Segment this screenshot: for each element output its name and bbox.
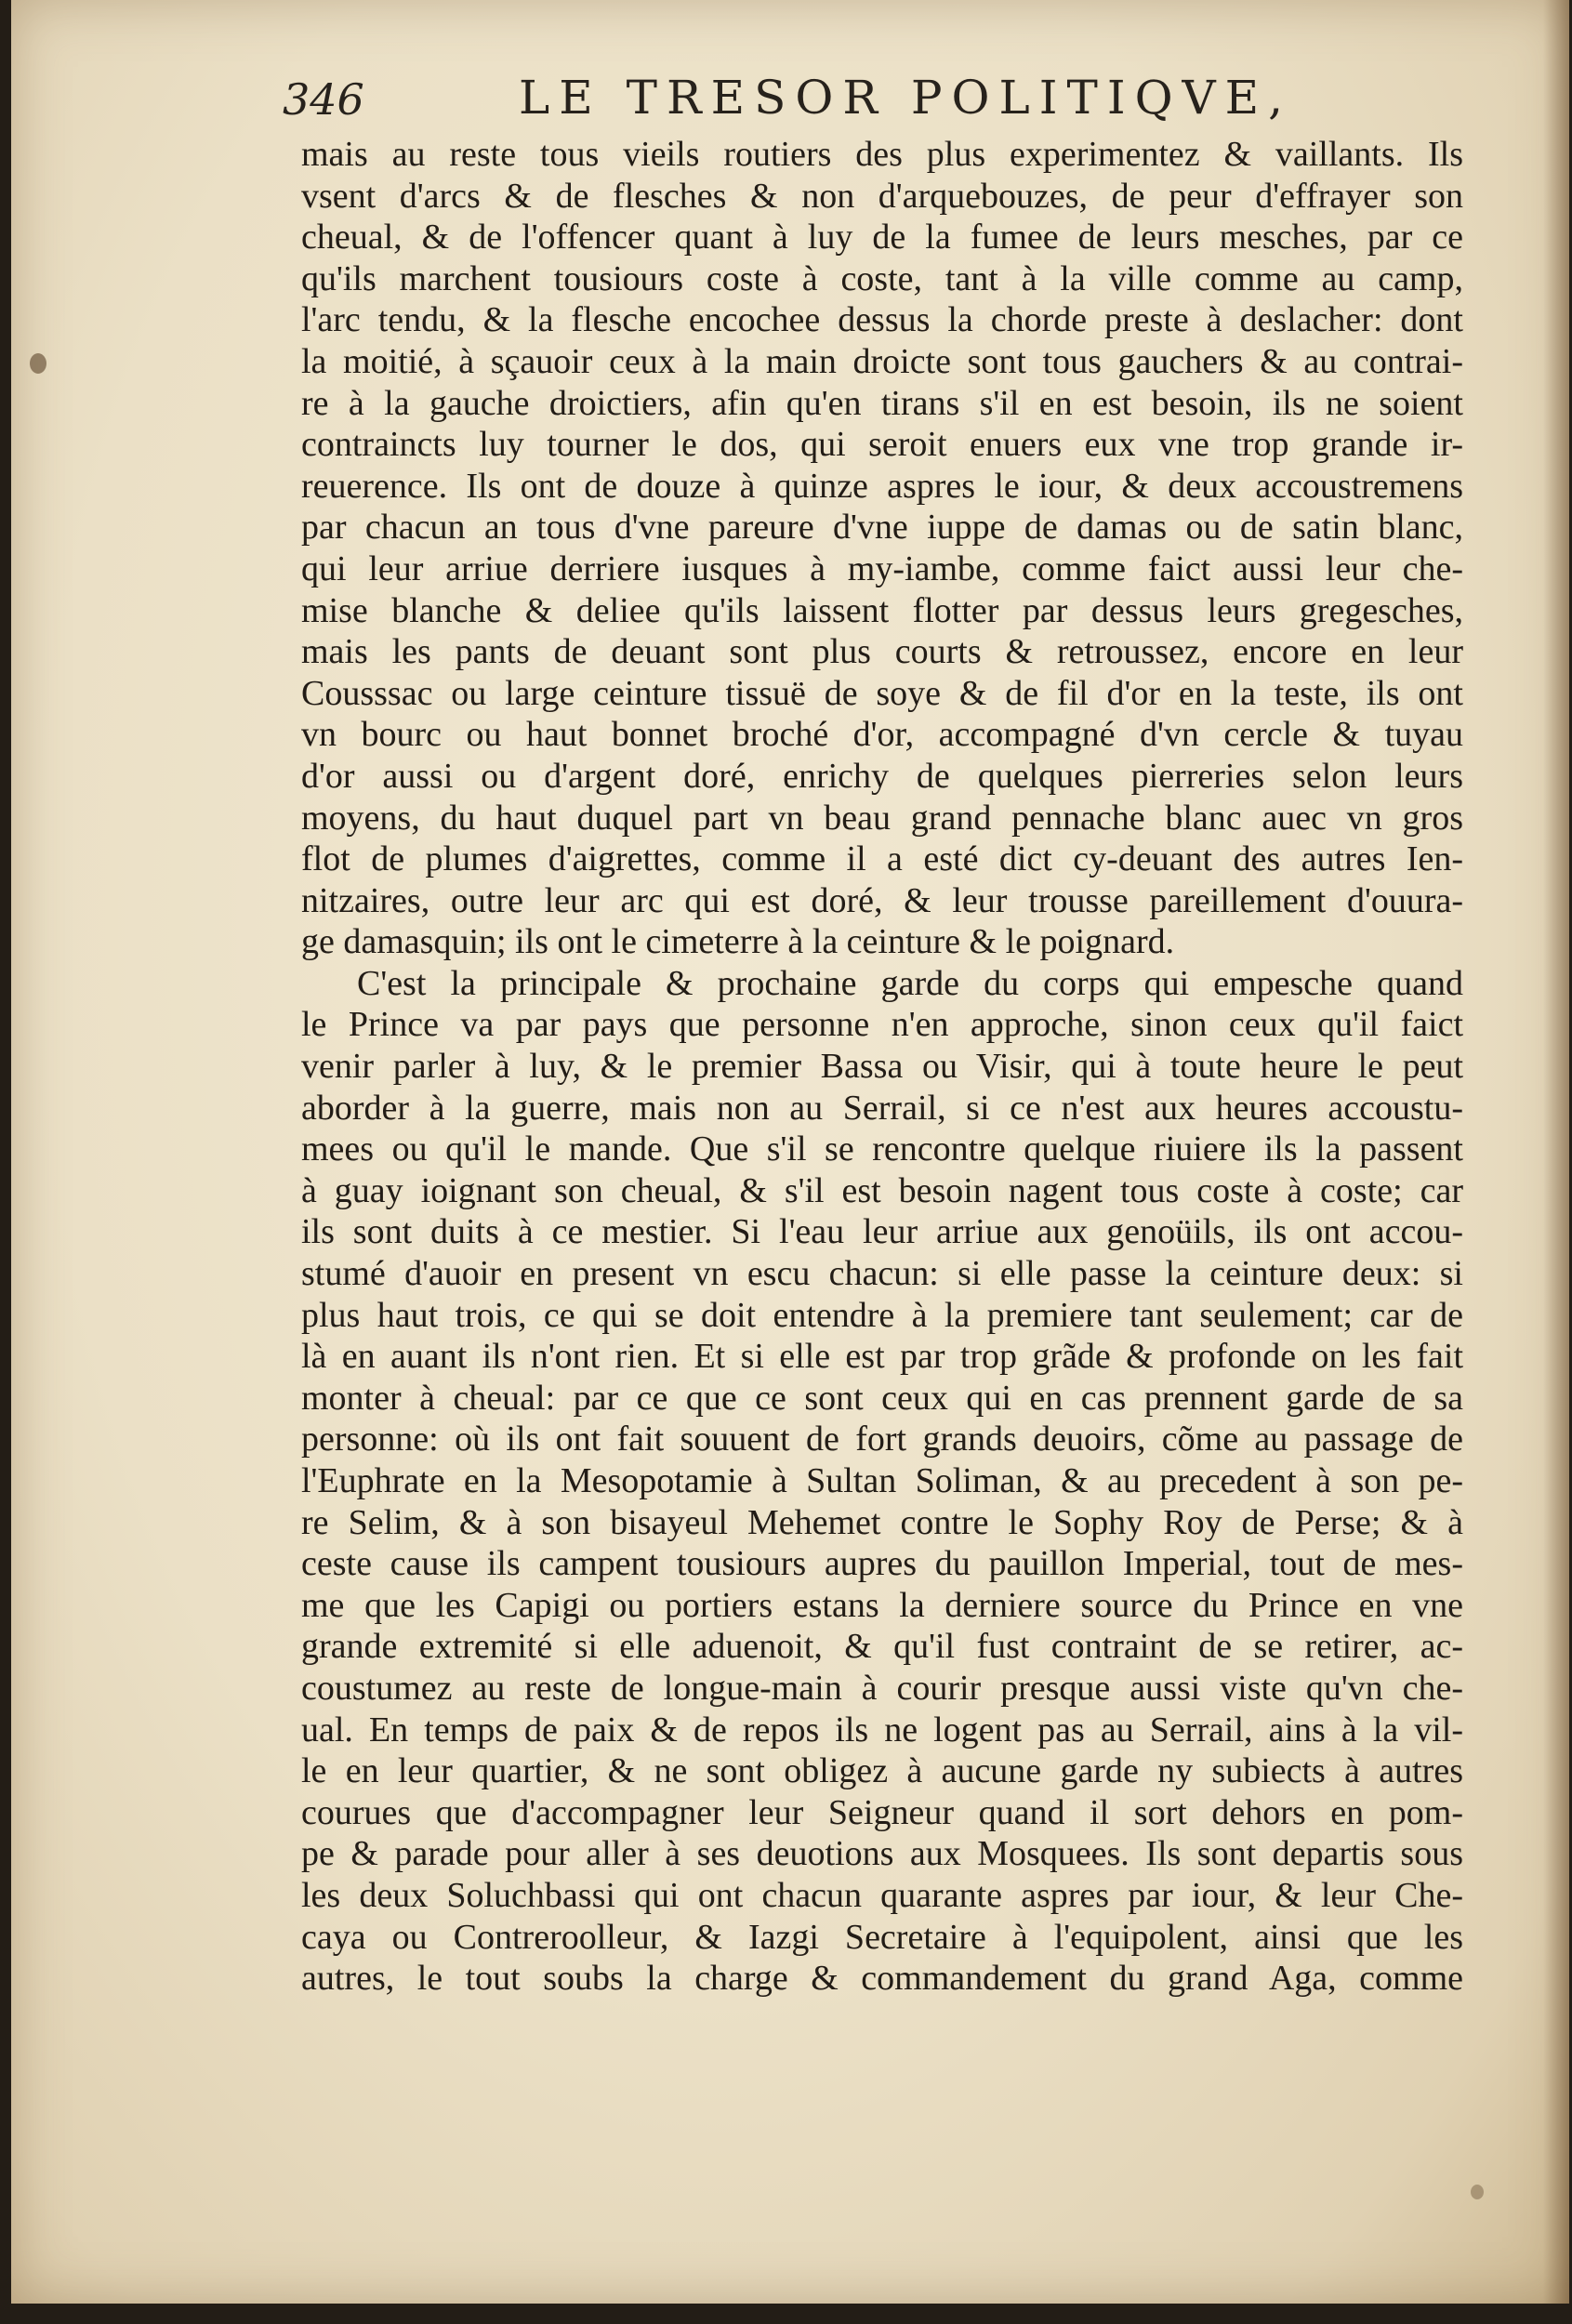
paragraph-end-line: ge damasquin; ils ont le cimeterre à la ceinture & le poignard. (301, 922, 1175, 962)
text-line: vn bourc ou haut bonnet broché d'or, accompagné d'vn cercle & tuyau (301, 715, 1463, 755)
text-line: mees ou qu'il le mande. Que s'il se rencontre quelque riuiere ils la passent (301, 1129, 1463, 1169)
text-line: l'arc tendu, & la flesche encochee dessus la chorde preste à deslacher: dont (301, 300, 1463, 340)
paragraph-start-line: C'est la principale & prochaine garde du corps qui empesche quand (357, 963, 1463, 1003)
page-header (11, 71, 1569, 126)
text-line: contraincts luy tourner le dos, qui seroit enuers eux vne trop grande ir- (301, 425, 1463, 465)
text-line: qui leur arriue derriere iusques à my-iambe, comme faict aussi leur che- (301, 548, 1463, 588)
text-line: d'or aussi ou d'argent doré, enrichy de quelques pierreries selon leurs (301, 756, 1463, 796)
text-line: l'Euphrate en la Mesopotamie à Sultan Soliman, & au precedent à son pe- (301, 1461, 1463, 1500)
text-line: ual. En temps de paix & de repos ils ne logent pas au Serrail, ains à la vil- (301, 1710, 1463, 1750)
ink-stain (30, 353, 46, 374)
page-gutter-shadow (1543, 0, 1569, 2304)
text-line: coustumez au reste de longue-main à courir presque aussi viste qu'vn che- (301, 1668, 1463, 1708)
text-line: re à la gauche droictiers, afin qu'en tirans s'il en est besoin, ils ne soient (301, 383, 1463, 423)
text-line: venir parler à luy, & le premier Bassa ou Visir, qui à toute heure le peut (301, 1047, 1463, 1087)
text-line: autres, le tout soubs la charge & commandement du grand Aga, comme (301, 1959, 1463, 1999)
text-line: grande extremité si elle aduenoit, & qu'il fust contraint de se retirer, ac- (301, 1627, 1463, 1667)
text-line: à guay ioignant son cheual, & s'il est besoin nagent tous coste à coste; car (301, 1170, 1463, 1210)
text-line: par chacun an tous d'vne pareure d'vne iuppe de damas ou de satin blanc, (301, 508, 1463, 548)
text-line: Cousssac ou large ceinture tissuë de soye & de fil d'or en la teste, ils ont (301, 673, 1463, 713)
running-title: LE TRESOR POLITIQVE, (519, 71, 1293, 125)
text-line: le Prince va par pays que personne n'en approche, sinon ceux qu'il faict (301, 1005, 1463, 1045)
text-line: les deux Soluchbassi qui ont chacun quarante aspres par iour, & leur Che- (301, 1875, 1463, 1915)
text-line: courues que d'accompagner leur Seigneur quand il sort dehors en pom- (301, 1792, 1463, 1832)
text-line: plus haut trois, ce qui se doit entendre à la premiere tant seulement; car de (301, 1295, 1463, 1335)
text-line: aborder à la guerre, mais non au Serrail, si ce n'est aux heures accoustu- (301, 1088, 1463, 1128)
text-line: la moitié, à sçauoir ceux à la main droicte sont tous gauchers & au contrai- (301, 341, 1463, 381)
text-line: mais les pants de deuant sont plus courts & retroussez, encore en leur (301, 632, 1463, 672)
text-line: le en leur quartier, & ne sont obligez à aucune garde ny subiects à autres (301, 1751, 1463, 1791)
text-line: re Selim, & à son bisayeul Mehemet contre le Sophy Roy de Perse; & à (301, 1502, 1463, 1542)
text-line: là en auant ils n'ont rien. Et si elle est par trop grãde & profonde on les fait (301, 1337, 1463, 1377)
text-line: me que les Capigi ou portiers estans la derniere source du Prince en vne (301, 1585, 1463, 1625)
text-line: flot de plumes d'aigrettes, comme il a esté dict cy-deuant des autres Ien- (301, 839, 1463, 879)
book-page (11, 0, 1569, 2304)
ink-stain (1471, 2185, 1484, 2199)
text-line: monter à cheual: par ce que ce sont ceux qui en cas prennent garde de sa (301, 1378, 1463, 1418)
text-line: caya ou Contreroolleur, & Iazgi Secretaire à l'equipolent, ainsi que les (301, 1917, 1463, 1957)
text-line: ceste cause ils campent tousiours aupres du pauillon Imperial, tout de mes- (301, 1544, 1463, 1584)
text-line: nitzaires, outre leur arc qui est doré, & leur trousse pareillement d'ouura- (301, 880, 1463, 920)
text-line: cheual, & de l'offencer quant à luy de la fumee de leurs mesches, par ce (301, 218, 1463, 257)
text-line: moyens, du haut duquel part vn beau grand pennache blanc auec vn gros (301, 798, 1463, 838)
text-line: qu'ils marchent tousiours coste à coste, tant à la ville comme au camp, (301, 258, 1463, 298)
text-line: pe & parade pour aller à ses deuotions aux Mosquees. Ils sont departis sous (301, 1834, 1463, 1874)
text-line: stumé d'auoir en present vn escu chacun: si elle passe la ceinture deux: si (301, 1254, 1463, 1294)
text-line: personne: où ils ont fait souuent de fort grands deuoirs, cõme au passage de (301, 1419, 1463, 1459)
body-text (301, 134, 1463, 2000)
text-line: reuerence. Ils ont de douze à quinze aspres le iour, & deux accoustremens (301, 466, 1463, 506)
text-line: ils sont duits à ce mestier. Si l'eau leur arriue aux genoüils, ils ont accou- (301, 1212, 1463, 1252)
text-line: mise blanche & deliee qu'ils laissent flotter par dessus leurs gregesches, (301, 590, 1463, 630)
text-line: mais au reste tous vieils routiers des plus experimentez & vaillants. Ils (301, 135, 1463, 174)
text-line: vsent d'arcs & de flesches & non d'arquebouzes, de peur d'effrayer son (301, 176, 1463, 216)
page-number: 346 (283, 74, 364, 125)
